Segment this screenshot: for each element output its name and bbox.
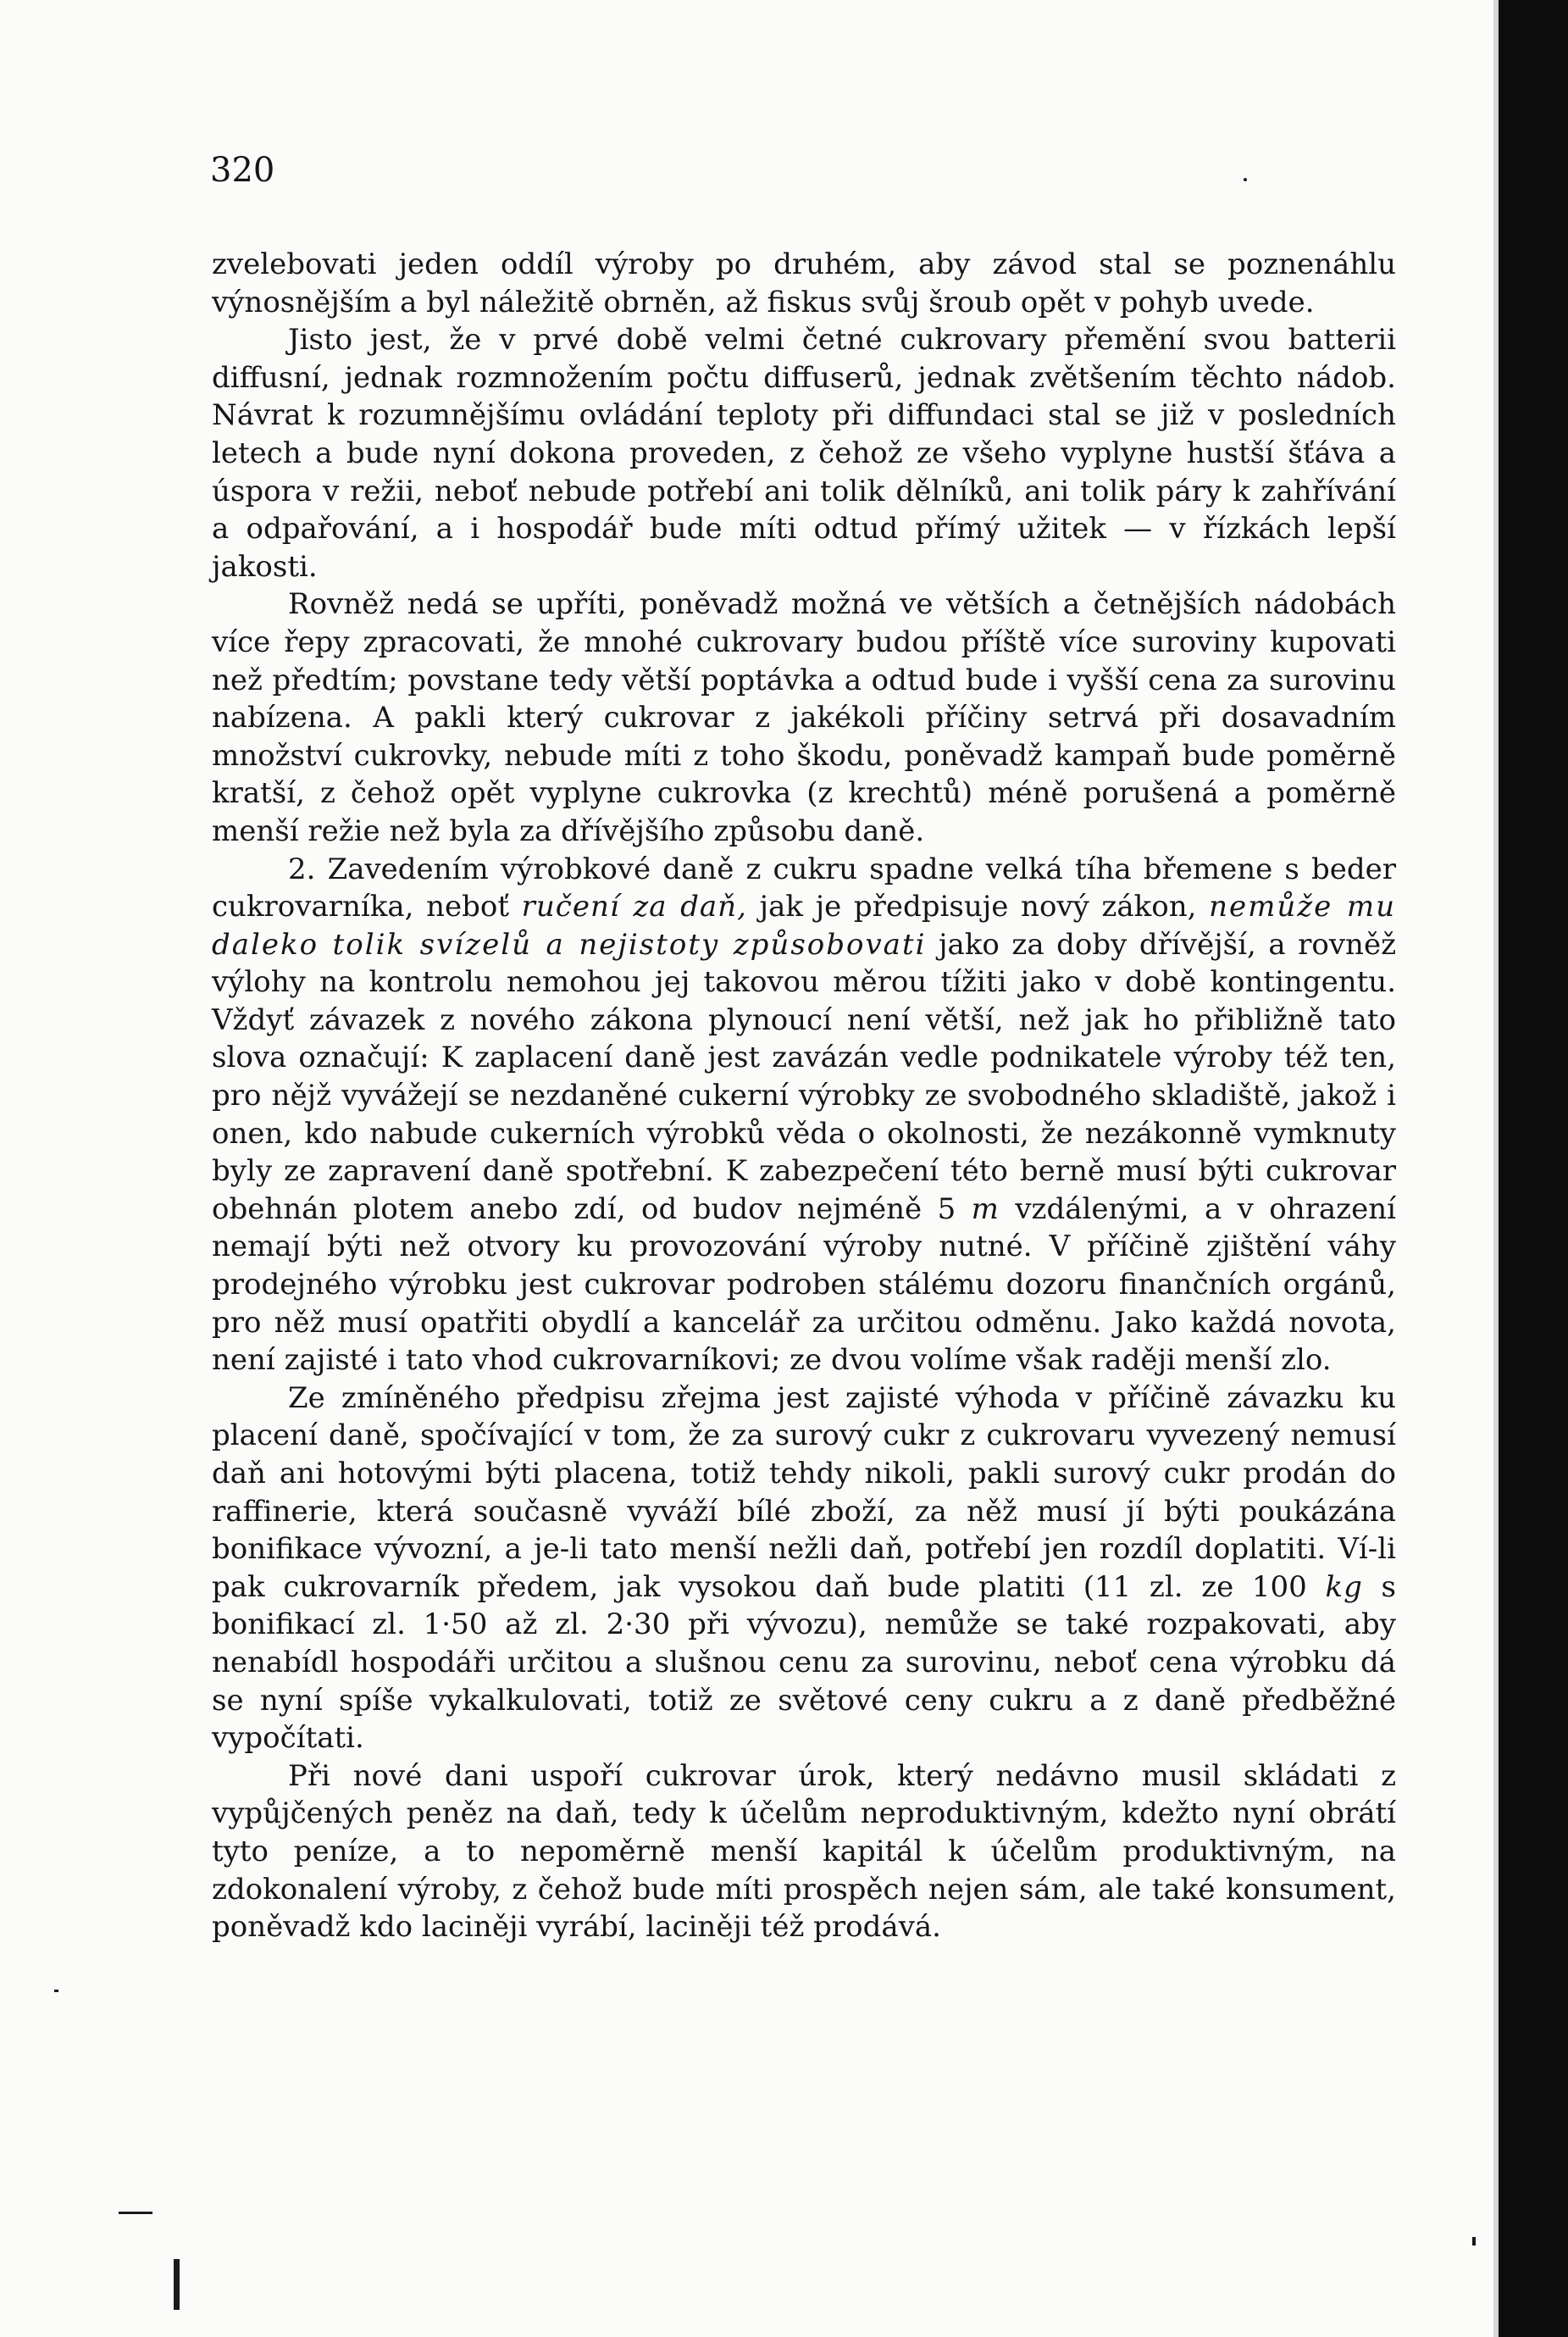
paragraph-3 [212, 586, 1396, 850]
body-text [212, 246, 1396, 1946]
paragraph-5-text-b: s bonifikací zl. 1·50 až zl. 2·30 při vývozu), nemůže se také rozpakovati, aby nenabídl hospodáři určitou a slušnou cenu za surovinu, neboť cena výrobku dá se nyní spíše vykalkulovati, totiž ze světové ceny cukru a z daně předběžné vypočítati. [212, 1569, 1396, 1756]
scan-speck [119, 2212, 152, 2214]
paragraph-5-unit-kg: kg [1325, 1569, 1363, 1604]
paragraph-2-text: Jisto jest, že v prvé době velmi četné cukrovary přemění svou batterii diffusní, jednak rozmnožením počtu diffuserů, jednak zvětšením těchto nádob. Návrat k rozumnějšímu ovládání teploty při diffundaci stal se již v posledních letech a bude nyní dokona proveden, z čehož ze všeho vyplyne hustší šťáva a úspora v režii, neboť nebude potřebí ani tolik dělníků, ani tolik páry k zahřívání a odpařování, a i hospodář bude míti odtud přímý užitek — v řízkách lepší jakosti. [212, 323, 1396, 584]
scan-speck [1472, 2237, 1476, 2245]
page-number: 320 [210, 151, 275, 190]
paragraph-1 [212, 246, 1396, 321]
paragraph-4-emphasis-liability: ručení za daň, [521, 890, 747, 924]
paragraph-4-unit-m: m [971, 1191, 1000, 1226]
scan-speck [174, 2259, 180, 2310]
paragraph-6-text: Při nové dani uspoří cukrovar úrok, který nedávno musil skládati z vypůjčených peněz na daň, tedy k účelům neproduktivným, kdežto nyní obrátí tyto peníze, a to nepoměrně menší kapitál k účelům produktivným, na zdokonalení výroby, z čehož bude míti prospěch nejen sám, ale také konsument, poněvadž kdo laciněji vyrábí, laciněji též prodává. [212, 1758, 1396, 1945]
paragraph-4-text-c: jako za doby dřívější, a rovněž výlohy na kontrolu nemohou jej takovou měrou tížiti jako v době kontingentu. Vždyť závazek z nového zákona plynoucí není větší, než jak ho přibližně tato slova označují: K zaplacení daně jest zavázán vedle podnikatele výroby též ten, pro nějž vyvážejí se nezdaněné cukerní výrobky ze svobodného skladiště, jakož i onen, kdo nabude cukerních výrobků věda o okolnosti, že nezákonně vymknuty byly ze zapravení daně spotřební. K zabezpečení této berně musí býti cukrovar obehnán plotem anebo zdí, od budov nejméně 5 [212, 927, 1396, 1226]
paragraph-4 [212, 851, 1396, 1379]
paragraph-6 [212, 1757, 1396, 1946]
scan-speck [54, 1990, 58, 1992]
paragraph-4-emphasis-difficulties: nemůže mu daleko tolik svízelů a nejistoty způsobovati [212, 890, 1397, 962]
paragraph-4-text-b: jak je předpisuje nový zákon, [746, 890, 1210, 924]
scan-speck [1244, 178, 1247, 181]
paragraph-4-text-d: vzdálenými, a v ohrazení nemají býti než otvory ku provozování výroby nutné. V příčině zjištění váhy prodejného výrobku jest cukrovar podroben stálému dozoru finančních orgánů, pro něž musí opatřiti obydlí a kancelář za určitou odměnu. Jako každá novota, není zajisté i tato vhod cukrovarníkovi; ze dvou volíme však raději menší zlo. [212, 1191, 1396, 1378]
scan-edge-border [1499, 0, 1568, 2337]
paragraph-1-text: zvelebovati jeden oddíl výroby po druhém, aby závod stal se poznenáhlu výnosnějším a byl náležitě obrněn, až fiskus svůj šroub opět v pohyb uvede. [212, 247, 1396, 319]
paragraph-4-text-a: 2. Zavedením výrobkové daně z cukru spadne velká tíha břemene s beder cukrovarníka, neboť [212, 852, 1396, 924]
paragraph-5 [212, 1379, 1396, 1757]
paragraph-2 [212, 321, 1396, 586]
paragraph-3-text: Rovněž nedá se upříti, poněvadž možná ve větších a četnějších nádobách více řepy zpracovati, že mnohé cukrovary budou příště více suroviny kupovati než předtím; povstane tedy větší poptávka a odtud bude i vyšší cena za surovinu nabízena. A pakli který cukrovar z jakékoli příčiny setrvá při dosavadním množství cukrovky, nebude míti z toho škodu, poněvadž kampaň bude poměrně kratší, z čehož opět vyplyne cukrovka (z krechtů) méně porušená a poměrně menší režie než byla za dřívějšího způsobu daně. [212, 587, 1396, 848]
paragraph-5-text-a: Ze zmíněného předpisu zřejma jest zajisté výhoda v příčině závazku ku placení daně, spočívající v tom, že za surový cukr z cukrovaru vyvezený nemusí daň ani hotovými býti placena, totiž tehdy nikoli, pakli surový cukr prodán do raffinerie, která současně vyváží bílé zboží, za něž musí jí býti poukázána bonifikace vývozní, a je-li tato menší nežli daň, potřebí jen rozdíl doplatiti. Ví-li pak cukrovarník předem, jak vysokou daň bude platiti (11 zl. ze 100 [212, 1380, 1396, 1604]
